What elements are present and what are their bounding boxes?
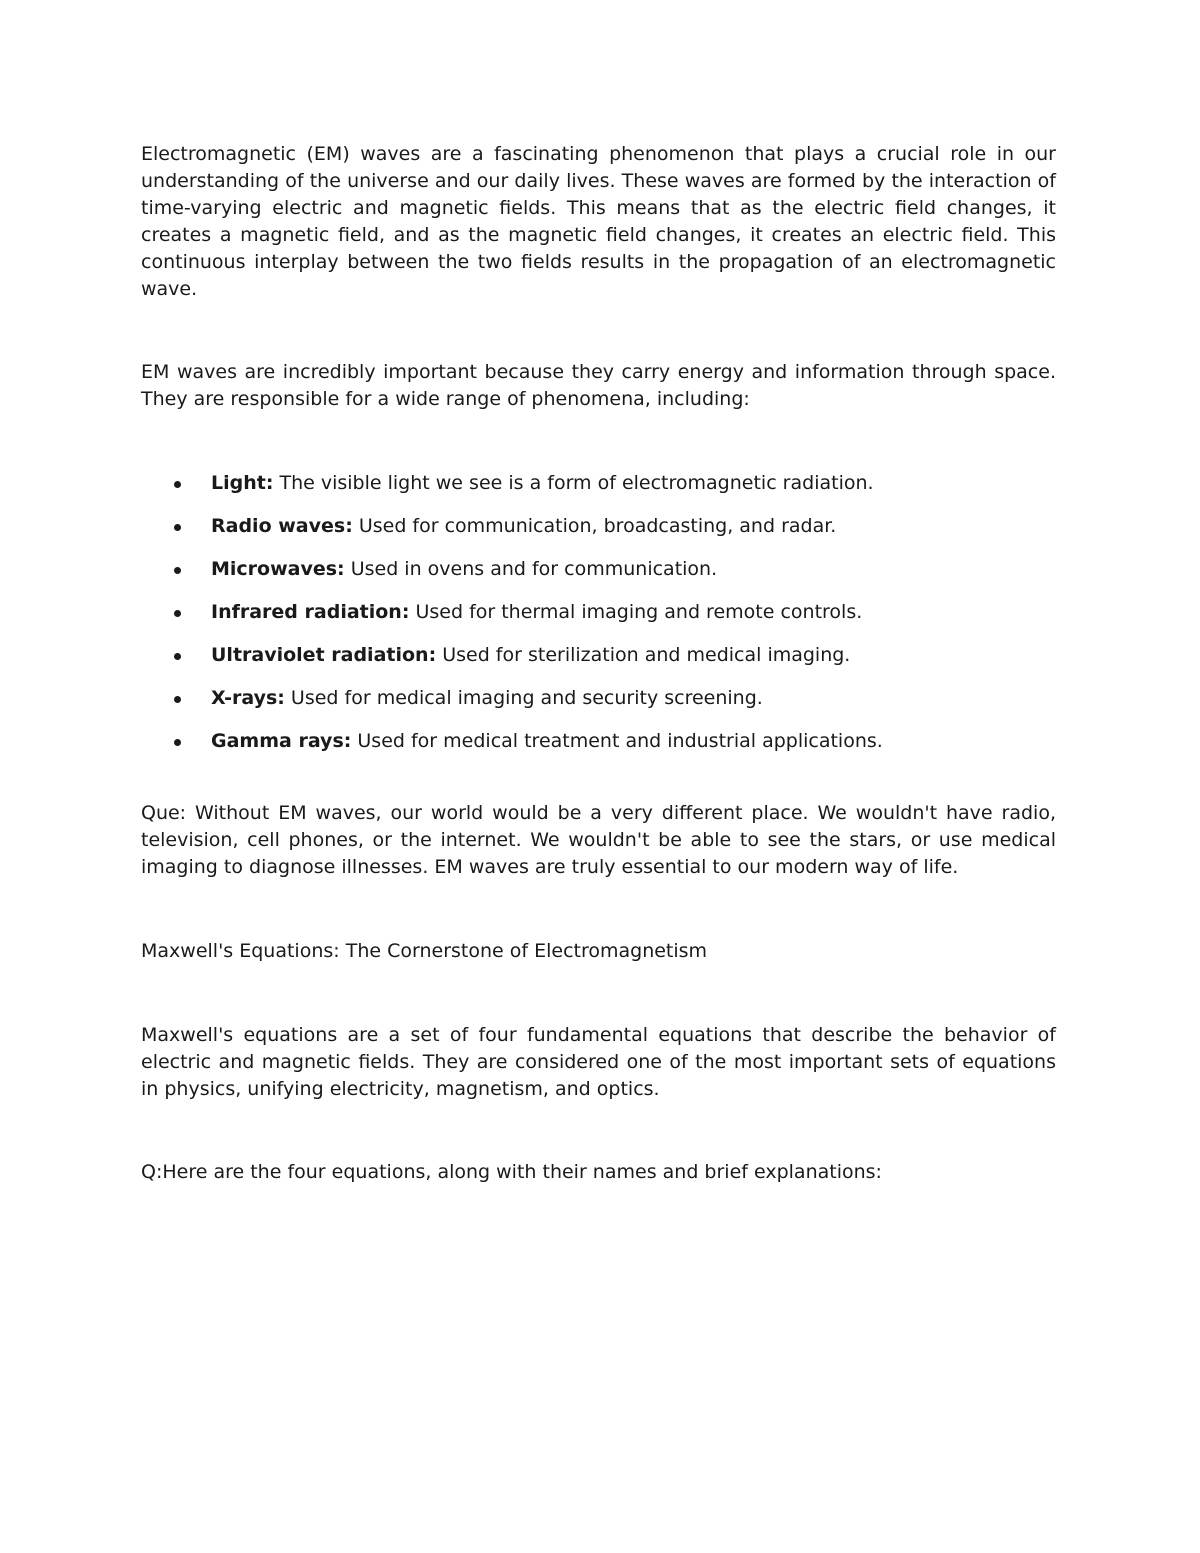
list-item-text: Used for medical imaging and security screening. xyxy=(284,687,763,709)
list-item-term: Microwaves: xyxy=(211,558,345,580)
bullet-dot-icon xyxy=(174,739,181,746)
section-heading: Maxwell's Equations: The Cornerstone of Electromagnetism xyxy=(141,940,708,962)
list-item-term: X-rays: xyxy=(211,687,285,709)
bullet-dot-icon xyxy=(174,696,181,703)
list-item xyxy=(141,513,1056,540)
list-item-term: Infrared radiation: xyxy=(211,601,410,623)
list-item-term: Light: xyxy=(211,472,274,494)
list-item xyxy=(141,470,1056,497)
list-item xyxy=(141,728,1056,755)
list-item-term: Radio waves: xyxy=(211,515,353,537)
list-item-term: Gamma rays: xyxy=(211,730,352,752)
bullet-dot-icon xyxy=(174,653,181,660)
q-paragraph: Q:Here are the four equations, along with their names and brief explanations: xyxy=(141,1161,882,1183)
list-item-text: Used for medical treatment and industrial applications. xyxy=(351,730,883,752)
list-item xyxy=(141,642,1056,669)
bullet-dot-icon xyxy=(174,481,181,488)
list-item-text: Used for communication, broadcasting, and radar. xyxy=(352,515,837,537)
list-item-text: Used for sterilization and medical imaging. xyxy=(436,644,851,666)
list-item-text: The visible light we see is a form of electromagnetic radiation. xyxy=(273,472,874,494)
intro-paragraph: Electromagnetic (EM) waves are a fascinating phenomenon that plays a crucial role in our understanding of the universe and our daily lives. These waves are formed by the interaction of time-varying electric and magnetic fields. This means that as the electric field changes, it creates a magnetic field, and as the magnetic field changes, it creates an electric field. This continuous interplay between the two fields results in the propagation of an electromagnetic wave. xyxy=(141,143,1056,300)
list-item-text: Used in ovens and for communication. xyxy=(344,558,718,580)
list-item xyxy=(141,685,1056,712)
em-phenomena-list xyxy=(141,470,1056,755)
que-paragraph: Que: Without EM waves, our world would be a very different place. We wouldn't have radio, television, cell phones, or the internet. We wouldn't be able to see the stars, or use medical imaging to diagnose illnesses. EM waves are truly essential to our modern way of life. xyxy=(141,802,1056,878)
importance-paragraph: EM waves are incredibly important because they carry energy and information through space. They are responsible for a wide range of phenomena, including: xyxy=(141,361,1056,410)
bullet-dot-icon xyxy=(174,567,181,574)
bullet-dot-icon xyxy=(174,610,181,617)
list-item xyxy=(141,556,1056,583)
maxwell-paragraph: Maxwell's equations are a set of four fundamental equations that describe the behavior of electric and magnetic fields. They are considered one of the most important sets of equations in physics, unifying electricity, magnetism, and optics. xyxy=(141,1024,1056,1100)
list-item-term: Ultraviolet radiation: xyxy=(211,644,437,666)
bullet-dot-icon xyxy=(174,524,181,531)
list-item-text: Used for thermal imaging and remote controls. xyxy=(409,601,863,623)
list-item xyxy=(141,599,1056,626)
